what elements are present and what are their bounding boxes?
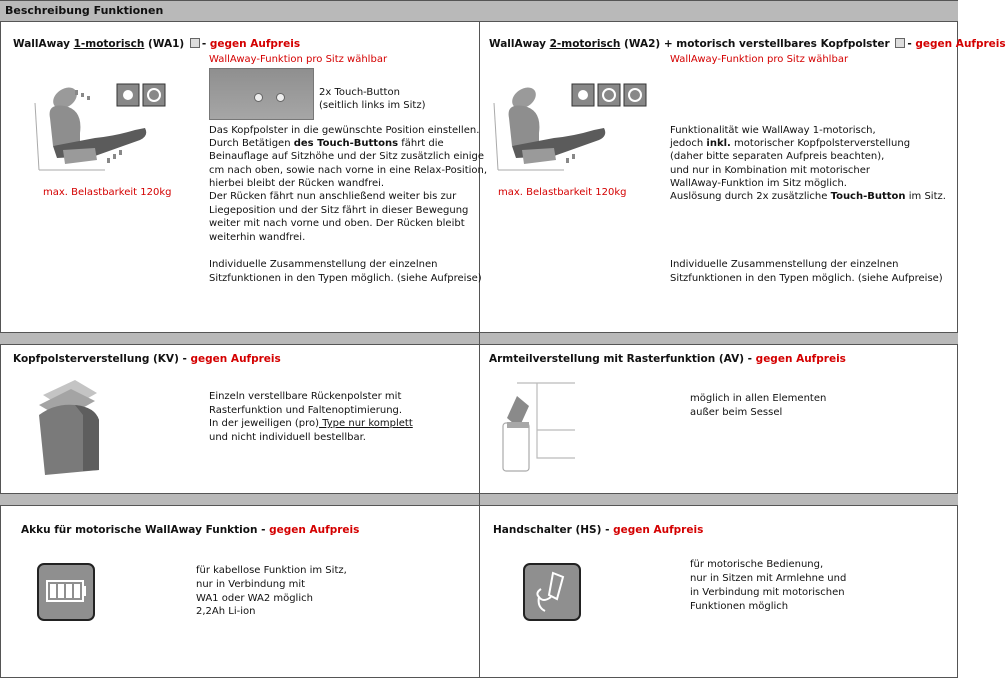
wa2-individual: Individuelle Zusammenstellung der einzelnen bbox=[670, 259, 899, 270]
wa2-desc: Funktionalität wie WallAway 1-motorisch, bbox=[670, 125, 876, 136]
wa2-desc: Auslösung durch 2x zusätzliche Touch-Button im Sitz. bbox=[670, 191, 946, 202]
hs-desc: für motorische Bedienung, bbox=[690, 559, 824, 570]
kv-desc: In der jeweiligen (pro) Type nur komplett bbox=[209, 418, 413, 429]
akku-title: Akku für motorische WallAway Funktion - gegen Aufpreis bbox=[21, 524, 360, 536]
av-desc: möglich in allen Elementen bbox=[690, 393, 827, 404]
wa1-desc: Beinauflage auf Sitzhöhe und der Sitz zusätzlich einige bbox=[209, 151, 484, 162]
av-desc: außer beim Sessel bbox=[690, 407, 783, 418]
av-title: Armteilverstellung mit Rasterfunktion (AV) - gegen Aufpreis bbox=[489, 353, 846, 365]
option-star-icon bbox=[895, 38, 905, 48]
akku-desc: WA1 oder WA2 möglich bbox=[196, 593, 313, 604]
wa1-desc: Das Kopfpolster in die gewünschte Position einstellen. bbox=[209, 125, 480, 136]
wa2-desc: WallAway-Funktion im Sitz möglich. bbox=[670, 178, 847, 189]
section-header bbox=[0, 0, 958, 22]
wa1-desc: hierbei bleibt der Rücken wandfrei. bbox=[209, 178, 385, 189]
wa2-desc: jedoch inkl. motorischer Kopfpolsterverstellung bbox=[670, 138, 911, 149]
hs-desc: in Verbindung mit motorischen bbox=[690, 587, 845, 598]
akku-desc: 2,2Ah Li-ion bbox=[196, 606, 256, 617]
wa1-desc: Liegeposition und der Sitz fährt in dieser Bewegung bbox=[209, 205, 469, 216]
wa1-title: WallAway 1-motorisch (WA1) - gegen Aufpreis bbox=[13, 38, 301, 50]
wa2-load-capacity: max. Belastbarkeit 120kg bbox=[498, 187, 627, 198]
wa1-desc: cm nach oben, sowie nach vorne in eine Relax-Position, bbox=[209, 165, 488, 176]
touch-caption-1: 2x Touch-Button bbox=[319, 87, 400, 98]
wa2-subtitle: WallAway-Funktion pro Sitz wählbar bbox=[670, 54, 849, 65]
section-title: Beschreibung Funktionen bbox=[5, 4, 164, 17]
akku-desc: nur in Verbindung mit bbox=[196, 579, 306, 590]
wa1-desc: Der Rücken fährt nun anschließend weiter bis zur bbox=[209, 191, 457, 202]
wa1-individual: Individuelle Zusammenstellung der einzelnen bbox=[209, 259, 438, 270]
kv-title: Kopfpolsterverstellung (KV) - gegen Aufpreis bbox=[13, 353, 281, 365]
kv-desc: und nicht individuell bestellbar. bbox=[209, 432, 366, 443]
recliner-wallaway-headrest-icon bbox=[484, 78, 669, 178]
wa1-desc: weiterhin wandfrei. bbox=[209, 232, 306, 243]
akku-desc: für kabellose Funktion im Sitz, bbox=[196, 565, 347, 576]
wa2-individual: Sitzfunktionen in den Typen möglich. (siehe Aufpreise) bbox=[670, 273, 943, 284]
wa1-subtitle: WallAway-Funktion pro Sitz wählbar bbox=[209, 54, 388, 65]
touch-caption-2: (seitlich links im Sitz) bbox=[319, 100, 426, 111]
kv-desc: Einzeln verstellbare Rückenpolster mit bbox=[209, 391, 402, 402]
battery-icon bbox=[37, 563, 95, 621]
armrest-adjustment-icon bbox=[495, 378, 585, 476]
hs-title: Handschalter (HS) - gegen Aufpreis bbox=[493, 524, 704, 536]
hand-switch-icon bbox=[523, 563, 581, 621]
wa2-title: WallAway 2-motorisch (WA2) + motorisch verstellbares Kopfpolster - gegen Aufpreis bbox=[489, 38, 1006, 50]
touch-button-icon bbox=[254, 93, 263, 102]
wa1-desc: Durch Betätigen des Touch-Buttons fährt die bbox=[209, 138, 444, 149]
headrest-adjustment-icon bbox=[35, 375, 110, 480]
wa2-desc: (daher bitte separaten Aufpreis beachten), bbox=[670, 151, 885, 162]
hs-desc: Funktionen möglich bbox=[690, 601, 789, 612]
kv-desc: Rasterfunktion und Faltenoptimierung. bbox=[209, 405, 403, 416]
option-star-icon bbox=[190, 38, 200, 48]
wa1-load-capacity: max. Belastbarkeit 120kg bbox=[43, 187, 172, 198]
wa1-desc: weiter mit nach vorne und oben. Der Rücken bleibt bbox=[209, 218, 465, 229]
touch-button-icon bbox=[276, 93, 285, 102]
wa1-individual: Sitzfunktionen in den Typen möglich. (siehe Aufpreise) bbox=[209, 273, 482, 284]
touch-button-photo bbox=[209, 68, 314, 120]
wa2-desc: und nur in Kombination mit motorischer bbox=[670, 165, 871, 176]
column-divider bbox=[479, 22, 480, 678]
recliner-wallaway-icon bbox=[25, 78, 210, 178]
hs-desc: nur in Sitzen mit Armlehne und bbox=[690, 573, 847, 584]
